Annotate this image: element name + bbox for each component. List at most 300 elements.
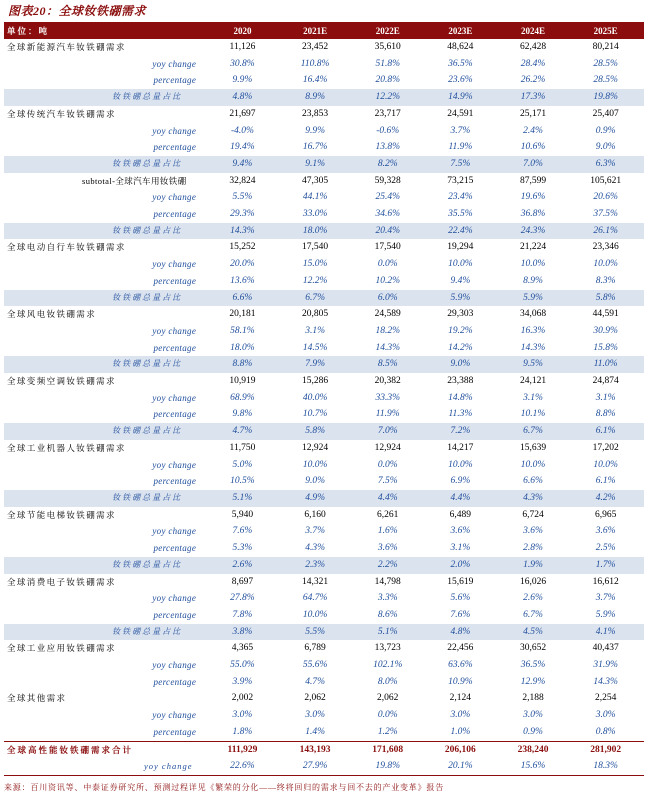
yoy-value: 55.0% — [230, 660, 255, 671]
share-label: 钕铁硼总量占比 — [4, 156, 208, 173]
unit-label: 单位：吨 — [4, 24, 208, 39]
yoy-value: 16.3% — [520, 325, 546, 336]
percentage-value: 33.0% — [302, 209, 328, 220]
share-value: 1.7% — [571, 557, 644, 574]
percentage-row — [4, 273, 644, 290]
yoy-value: 0.0% — [377, 710, 398, 721]
yoy-value: 18.2% — [375, 325, 400, 336]
share-value: 22.4% — [426, 223, 499, 240]
percentage-value: 4.7% — [305, 676, 325, 687]
yoy-value: 3.1% — [523, 392, 543, 403]
category-label: 全球消费电子钕铁硼需求 — [7, 576, 116, 587]
percentage-value: 11.9% — [448, 142, 473, 153]
percentage-value: 8.9% — [523, 275, 543, 286]
percentage-value: 14.3% — [520, 342, 546, 353]
percentage-label: percentage — [153, 75, 197, 86]
percentage-value: 8.0% — [377, 676, 398, 687]
percentage-value: 10.1% — [520, 409, 546, 420]
share-row — [4, 624, 644, 641]
percentage-value: 37.5% — [593, 209, 618, 220]
percentage-value: 1.8% — [232, 726, 253, 737]
demand-value: 2,188 — [522, 693, 544, 704]
share-value: 5.8% — [281, 423, 354, 440]
percentage-label: percentage — [153, 142, 197, 153]
demand-value: 34,068 — [519, 309, 547, 320]
source-note: 来源：百川资讯等、中泰证券研究所、预测过程详见《繁荣的分化——终将回归的需求与回不去的产业变革》报告 — [4, 783, 444, 792]
share-value: 6.7% — [499, 423, 572, 440]
demand-value: 24,591 — [447, 108, 474, 119]
yoy-row — [4, 590, 644, 607]
percentage-row — [4, 473, 644, 490]
percentage-value: 6.6% — [523, 476, 543, 487]
percentage-row — [4, 206, 644, 223]
yoy-value: 102.1% — [373, 660, 403, 671]
percentage-value: 10.7% — [302, 409, 328, 420]
yoy-label: yoy change — [152, 459, 197, 470]
yoy-value: 0.9% — [595, 125, 616, 136]
percentage-row — [4, 674, 644, 691]
percentage-label: percentage — [153, 476, 197, 487]
percentage-row — [4, 724, 644, 741]
demand-value: 59,328 — [374, 175, 401, 186]
yoy-value: 5.0% — [232, 459, 253, 470]
yoy-value: -0.6% — [376, 125, 400, 136]
category-label: 全球新能源汽车钕铁硼需求 — [7, 42, 126, 52]
total-yoy-value: 18.3% — [571, 758, 644, 775]
share-value: 4.3% — [499, 490, 572, 507]
yoy-value: 0.0% — [377, 459, 398, 470]
yoy-row — [4, 657, 644, 674]
demand-value: 5,940 — [231, 509, 254, 520]
demand-value: 73,215 — [447, 175, 474, 186]
yoy-row — [4, 523, 644, 540]
percentage-value: 19.4% — [230, 142, 255, 153]
total-row — [4, 741, 644, 758]
share-value: 12.2% — [353, 89, 426, 106]
share-value: 14.3% — [208, 223, 281, 240]
yoy-label: yoy change — [152, 259, 197, 270]
yoy-value: 10.0% — [448, 459, 473, 470]
demand-value: 21,224 — [519, 242, 547, 253]
share-value: 3.8% — [208, 624, 281, 641]
percentage-label: percentage — [153, 609, 197, 620]
percentage-value: 13.8% — [375, 142, 400, 153]
share-label: 钕铁硼总量占比 — [4, 490, 208, 507]
yoy-label: yoy change — [152, 325, 197, 336]
percentage-value: 7.8% — [232, 609, 253, 620]
total-yoy-label: yoy change — [4, 758, 208, 775]
category-row — [4, 239, 644, 256]
yoy-label: yoy change — [152, 660, 197, 671]
share-value: 4.2% — [571, 490, 644, 507]
percentage-row — [4, 607, 644, 624]
yoy-value: 3.0% — [305, 710, 325, 721]
yoy-value: 1.6% — [377, 526, 398, 537]
demand-table — [4, 24, 644, 776]
share-value: 6.3% — [571, 156, 644, 173]
yoy-value: 44.1% — [302, 192, 328, 203]
year-header: 2025E — [571, 24, 644, 39]
share-value: 4.1% — [571, 624, 644, 641]
percentage-value: 5.9% — [595, 609, 616, 620]
percentage-label: percentage — [153, 342, 197, 353]
yoy-value: 63.6% — [448, 660, 473, 671]
demand-value: 22,456 — [447, 643, 474, 654]
share-label: 钕铁硼总量占比 — [4, 423, 208, 440]
total-value: 281,902 — [571, 741, 644, 758]
yoy-row — [4, 323, 644, 340]
demand-value: 23,853 — [302, 108, 329, 119]
share-value: 7.0% — [353, 423, 426, 440]
yoy-label: yoy change — [152, 526, 197, 537]
figure-title: 图表20：全球钕铁硼需求 — [8, 4, 147, 18]
share-value: 6.1% — [571, 423, 644, 440]
category-row — [4, 39, 644, 56]
percentage-value: 10.2% — [375, 275, 400, 286]
total-yoy-value: 27.9% — [281, 758, 354, 775]
percentage-value: 3.6% — [377, 543, 398, 554]
share-value: 26.1% — [571, 223, 644, 240]
yoy-value: 3.7% — [305, 526, 325, 537]
yoy-value: 23.4% — [448, 192, 473, 203]
yoy-value: 10.0% — [302, 459, 328, 470]
total-yoy-value: 19.8% — [353, 758, 426, 775]
share-value: 5.5% — [281, 624, 354, 641]
category-row — [4, 690, 644, 707]
percentage-value: 6.1% — [595, 476, 616, 487]
percentage-value: 3.1% — [450, 543, 471, 554]
yoy-value: 3.0% — [232, 710, 253, 721]
percentage-value: 9.0% — [305, 476, 325, 487]
demand-value: 20,382 — [374, 376, 401, 387]
percentage-value: 4.3% — [305, 543, 325, 554]
share-value: 2.3% — [281, 557, 354, 574]
yoy-row — [4, 56, 644, 73]
share-value: 20.4% — [353, 223, 426, 240]
share-value: 4.5% — [499, 624, 572, 641]
yoy-value: 30.8% — [230, 58, 255, 69]
yoy-value: 7.6% — [232, 526, 253, 537]
share-value: 9.0% — [426, 356, 499, 373]
yoy-value: 19.6% — [520, 192, 546, 203]
category-row — [4, 373, 644, 390]
total-yoy-value: 15.6% — [499, 758, 572, 775]
demand-value: 2,002 — [231, 693, 254, 704]
percentage-row — [4, 540, 644, 557]
demand-value: 20,805 — [302, 309, 329, 320]
share-value: 9.5% — [499, 356, 572, 373]
demand-value: 6,261 — [377, 509, 399, 520]
share-row — [4, 557, 644, 574]
demand-value: 62,428 — [519, 42, 547, 52]
demand-value: 8,697 — [231, 576, 254, 587]
demand-value: 21,697 — [229, 108, 256, 119]
yoy-value: 3.6% — [523, 526, 543, 537]
demand-value: 16,026 — [519, 576, 547, 587]
percentage-value: 0.9% — [523, 726, 543, 737]
percentage-row — [4, 340, 644, 357]
demand-value: 2,062 — [377, 693, 399, 704]
share-value: 2.0% — [426, 557, 499, 574]
yoy-value: 68.9% — [230, 392, 255, 403]
yoy-value: 14.8% — [448, 392, 473, 403]
total-yoy-value: 22.6% — [208, 758, 281, 775]
percentage-value: 9.0% — [595, 142, 616, 153]
percentage-value: 28.5% — [593, 75, 618, 86]
yoy-value: 3.1% — [305, 325, 325, 336]
demand-value: 14,217 — [447, 442, 474, 453]
percentage-value: 20.8% — [375, 75, 400, 86]
share-label: 钕铁硼总量占比 — [4, 624, 208, 641]
yoy-value: 25.4% — [375, 192, 400, 203]
share-value: 5.9% — [499, 290, 572, 307]
share-value: 4.4% — [353, 490, 426, 507]
demand-value: 2,254 — [594, 693, 617, 704]
share-value: 7.0% — [499, 156, 572, 173]
percentage-value: 13.6% — [230, 275, 255, 286]
demand-value: 87,599 — [519, 175, 547, 186]
percentage-value: 1.4% — [305, 726, 325, 737]
yoy-value: 10.0% — [520, 259, 546, 270]
category-row — [4, 507, 644, 524]
category-label: 全球其他需求 — [7, 693, 67, 704]
share-value: 8.9% — [281, 89, 354, 106]
percentage-value: 16.7% — [302, 142, 328, 153]
yoy-value: 64.7% — [302, 593, 328, 604]
total-value: 171,608 — [353, 741, 426, 758]
demand-value: 44,591 — [592, 309, 619, 320]
percentage-value: 15.8% — [593, 342, 618, 353]
yoy-row — [4, 707, 644, 724]
demand-value: 23,452 — [302, 42, 329, 52]
percentage-value: 34.6% — [375, 209, 400, 220]
percentage-value: 3.9% — [232, 676, 253, 687]
percentage-value: 14.5% — [302, 342, 328, 353]
share-value: 8.2% — [353, 156, 426, 173]
percentage-value: 9.9% — [232, 75, 253, 86]
yoy-value: 33.3% — [375, 392, 400, 403]
total-value: 143,193 — [281, 741, 354, 758]
category-row — [4, 306, 644, 323]
share-row — [4, 156, 644, 173]
demand-value: 23,388 — [447, 376, 474, 387]
yoy-value: 5.6% — [450, 593, 471, 604]
category-label: 全球传统汽车钕铁硼需求 — [7, 108, 116, 119]
percentage-value: 35.5% — [448, 209, 473, 220]
demand-value: 17,540 — [374, 242, 401, 253]
yoy-value: 5.5% — [232, 192, 253, 203]
share-label: 钕铁硼总量占比 — [4, 290, 208, 307]
demand-value: 2,124 — [449, 693, 472, 704]
yoy-row — [4, 390, 644, 407]
yoy-value: 110.8% — [300, 58, 330, 69]
percentage-value: 11.9% — [375, 409, 400, 420]
yoy-value: 19.2% — [448, 325, 473, 336]
yoy-label: yoy change — [152, 58, 197, 69]
yoy-value: 20.0% — [230, 259, 255, 270]
share-value: 2.6% — [208, 557, 281, 574]
yoy-value: 55.6% — [302, 660, 328, 671]
demand-value: 30,652 — [519, 643, 547, 654]
yoy-value: 3.7% — [595, 593, 616, 604]
share-row — [4, 89, 644, 106]
year-header: 2020 — [208, 24, 281, 39]
yoy-value: 3.3% — [377, 593, 398, 604]
demand-value: 4,365 — [231, 643, 254, 654]
percentage-value: 14.2% — [448, 342, 473, 353]
demand-value: 15,252 — [229, 242, 256, 253]
demand-value: 15,286 — [302, 376, 329, 387]
share-label: 钕铁硼总量占比 — [4, 89, 208, 106]
category-row — [4, 440, 644, 457]
yoy-label: yoy change — [152, 593, 197, 604]
yoy-label: yoy change — [152, 125, 197, 136]
yoy-value: 51.8% — [375, 58, 400, 69]
demand-value: 25,407 — [592, 108, 619, 119]
share-value: 7.5% — [426, 156, 499, 173]
category-label: 全球工业应用钕铁硼需求 — [7, 643, 116, 654]
yoy-value: 0.0% — [377, 259, 398, 270]
demand-value: 6,965 — [594, 509, 617, 520]
demand-value: 20,181 — [229, 309, 256, 320]
yoy-value: 30.9% — [593, 325, 618, 336]
demand-value: 10,919 — [229, 376, 256, 387]
share-value: 9.1% — [281, 156, 354, 173]
percentage-value: 10.0% — [302, 609, 328, 620]
yoy-value: 3.0% — [523, 710, 543, 721]
percentage-value: 8.3% — [595, 275, 616, 286]
share-value: 14.9% — [426, 89, 499, 106]
percentage-label: percentage — [153, 726, 197, 737]
demand-value: 19,294 — [447, 242, 474, 253]
share-value: 2.2% — [353, 557, 426, 574]
demand-value: 11,126 — [229, 42, 256, 52]
yoy-value: 36.5% — [520, 660, 546, 671]
percentage-value: 23.6% — [448, 75, 473, 86]
percentage-value: 9.4% — [450, 275, 471, 286]
yoy-value: 3.0% — [595, 710, 616, 721]
demand-value: 25,171 — [519, 108, 547, 119]
share-value: 6.6% — [208, 290, 281, 307]
demand-value: 11,750 — [229, 442, 256, 453]
yoy-label: yoy change — [152, 392, 197, 403]
percentage-row — [4, 139, 644, 156]
percentage-value: 14.3% — [593, 676, 618, 687]
percentage-value: 1.2% — [377, 726, 398, 737]
share-value: 7.9% — [281, 356, 354, 373]
demand-value: 48,624 — [447, 42, 474, 52]
yoy-value: 10.0% — [448, 259, 473, 270]
category-row — [4, 640, 644, 657]
demand-value: 35,610 — [374, 42, 401, 52]
demand-value: 24,121 — [519, 376, 547, 387]
yoy-value: 58.1% — [230, 325, 255, 336]
share-value: 4.8% — [426, 624, 499, 641]
year-header: 2024E — [499, 24, 572, 39]
share-value: 11.0% — [571, 356, 644, 373]
share-value: 6.7% — [281, 290, 354, 307]
demand-value: 6,489 — [449, 509, 472, 520]
percentage-value: 36.8% — [520, 209, 546, 220]
yoy-label: yoy change — [152, 710, 197, 721]
percentage-value: 2.5% — [595, 543, 616, 554]
percentage-value: 6.9% — [450, 476, 471, 487]
demand-value: 23,346 — [592, 242, 619, 253]
category-row — [4, 106, 644, 123]
demand-value: 14,321 — [302, 576, 329, 587]
share-value: 1.9% — [499, 557, 572, 574]
yoy-value: 31.9% — [593, 660, 618, 671]
yoy-value: 15.0% — [302, 259, 328, 270]
total-value: 238,240 — [499, 741, 572, 758]
yoy-value: 20.6% — [593, 192, 618, 203]
total-value: 111,929 — [208, 741, 281, 758]
yoy-value: 28.4% — [520, 58, 546, 69]
demand-value: 23,717 — [374, 108, 401, 119]
demand-value: 24,874 — [592, 376, 619, 387]
share-row — [4, 490, 644, 507]
percentage-row — [4, 72, 644, 89]
percentage-value: 8.8% — [595, 409, 616, 420]
total-value: 206,106 — [426, 741, 499, 758]
share-value: 24.3% — [499, 223, 572, 240]
yoy-value: 10.0% — [593, 259, 618, 270]
share-row — [4, 356, 644, 373]
yoy-row — [4, 189, 644, 206]
demand-value: 12,924 — [302, 442, 329, 453]
demand-value: 6,160 — [304, 509, 326, 520]
yoy-value: 3.6% — [595, 526, 616, 537]
demand-value: 29,303 — [447, 309, 474, 320]
year-header: 2022E — [353, 24, 426, 39]
share-value: 4.4% — [426, 490, 499, 507]
share-label: 钕铁硼总量占比 — [4, 223, 208, 240]
percentage-value: 2.8% — [523, 543, 543, 554]
category-label: 全球风电钕铁硼需求 — [7, 309, 97, 320]
percentage-value: 29.3% — [230, 209, 255, 220]
yoy-row — [4, 256, 644, 273]
yoy-row — [4, 123, 644, 140]
yoy-value: 3.7% — [450, 125, 471, 136]
percentage-value: 16.4% — [302, 75, 328, 86]
share-row — [4, 223, 644, 240]
percentage-label: percentage — [153, 209, 197, 220]
category-label: 全球节能电梯钕铁硼需求 — [7, 509, 116, 520]
percentage-value: 18.0% — [230, 342, 255, 353]
percentage-label: percentage — [153, 275, 197, 286]
yoy-value: 28.5% — [593, 58, 618, 69]
demand-value: 14,798 — [374, 576, 401, 587]
yoy-value: 10.0% — [520, 459, 546, 470]
percentage-value: 12.9% — [520, 676, 546, 687]
yoy-value: 40.0% — [302, 392, 328, 403]
percentage-value: 6.7% — [523, 609, 543, 620]
yoy-value: 3.0% — [450, 710, 471, 721]
percentage-value: 12.2% — [302, 275, 328, 286]
percentage-value: 8.6% — [377, 609, 398, 620]
category-row — [4, 574, 644, 591]
demand-value: 17,540 — [302, 242, 329, 253]
yoy-value: 3.6% — [450, 526, 471, 537]
demand-value: 15,619 — [447, 576, 474, 587]
share-row — [4, 423, 644, 440]
yoy-value: 27.8% — [230, 593, 255, 604]
yoy-row — [4, 457, 644, 474]
share-value: 4.7% — [208, 423, 281, 440]
year-header: 2023E — [426, 24, 499, 39]
percentage-value: 0.8% — [595, 726, 616, 737]
share-value: 9.4% — [208, 156, 281, 173]
